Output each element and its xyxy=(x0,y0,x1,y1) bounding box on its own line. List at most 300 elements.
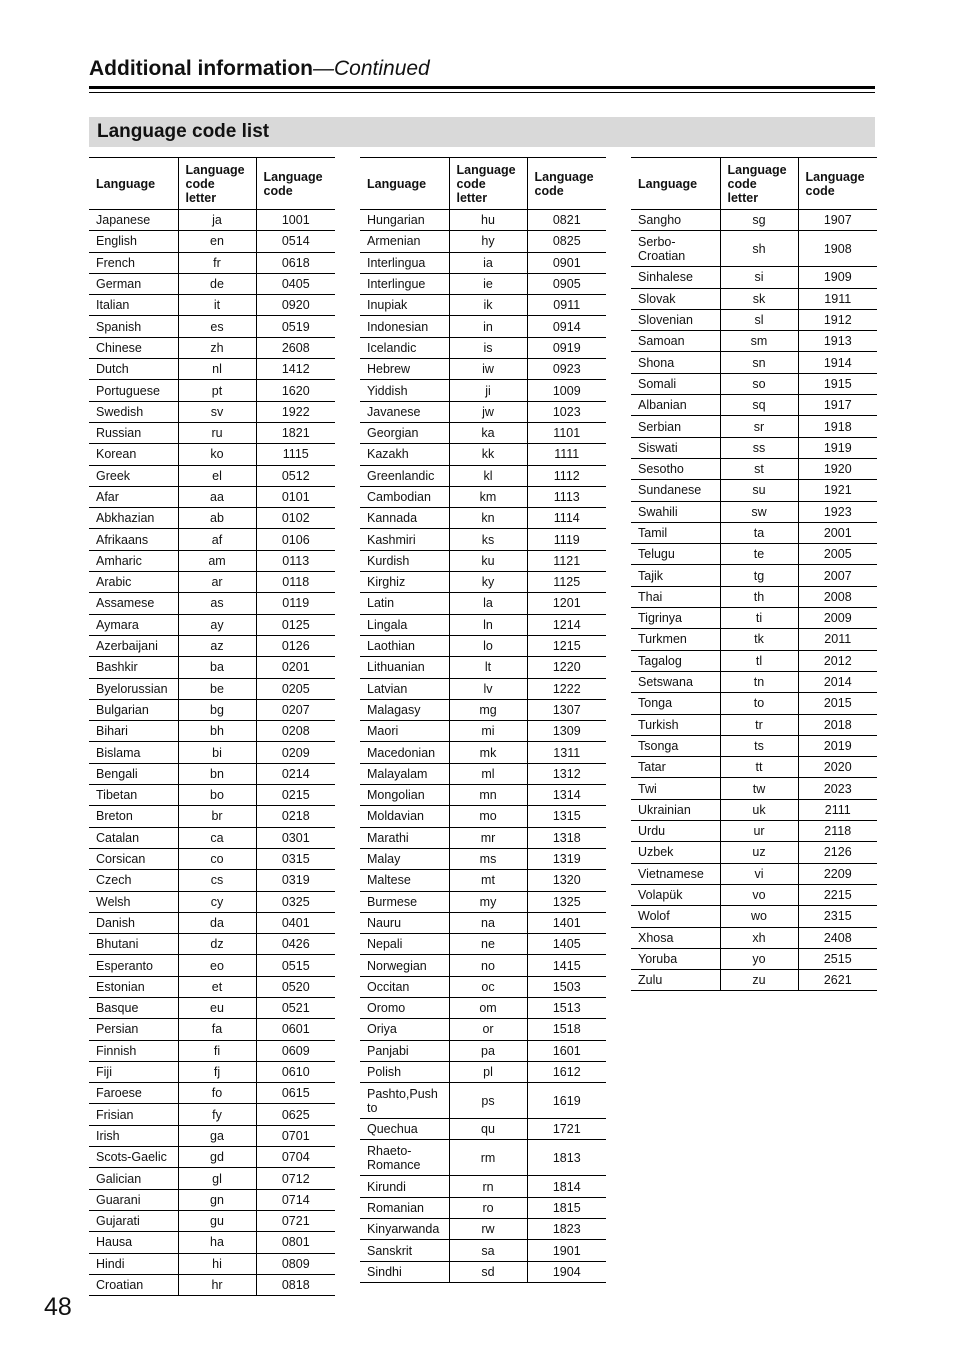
header-title: Additional information xyxy=(89,57,313,80)
table-row xyxy=(360,486,606,507)
cell-code-letter: af xyxy=(178,529,256,550)
cell-language: Tagalog xyxy=(631,650,720,671)
cell-language: Corsican xyxy=(89,848,178,869)
cell-code-letter: ka xyxy=(449,422,527,443)
cell-code-letter: hi xyxy=(178,1253,256,1274)
table-row xyxy=(89,635,335,656)
cell-code: 2007 xyxy=(798,565,877,586)
cell-code-letter: my xyxy=(449,891,527,912)
cell-language: Maltese xyxy=(360,870,449,891)
table-row xyxy=(89,678,335,699)
table-row xyxy=(360,763,606,784)
table-row xyxy=(360,593,606,614)
cell-code-letter: ia xyxy=(449,252,527,273)
cell-language: Pashto,Push to xyxy=(360,1083,449,1119)
cell-code-letter: eo xyxy=(178,955,256,976)
table-body xyxy=(89,210,335,1296)
table-row xyxy=(631,522,877,543)
table-row xyxy=(360,529,606,550)
cell-code-letter: as xyxy=(178,593,256,614)
cell-code-letter: bg xyxy=(178,699,256,720)
cell-code: 1009 xyxy=(527,380,606,401)
cell-code-letter: fj xyxy=(178,1061,256,1082)
cell-language: Amharic xyxy=(89,550,178,571)
table-row xyxy=(360,231,606,252)
cell-code: 1309 xyxy=(527,721,606,742)
cell-code-letter: gu xyxy=(178,1210,256,1231)
cell-language: Estonian xyxy=(89,976,178,997)
cell-code: 0113 xyxy=(256,550,335,571)
cell-language: Spanish xyxy=(89,316,178,337)
table-row xyxy=(360,976,606,997)
table-row xyxy=(631,842,877,863)
table-row xyxy=(360,422,606,443)
cell-code: 1821 xyxy=(256,422,335,443)
cell-code: 1113 xyxy=(527,486,606,507)
column-header-code: Language code xyxy=(527,158,606,210)
table-row xyxy=(360,721,606,742)
cell-code: 2011 xyxy=(798,629,877,650)
cell-code-letter: ps xyxy=(449,1083,527,1119)
cell-language: Catalan xyxy=(89,827,178,848)
cell-code: 0610 xyxy=(256,1061,335,1082)
cell-code-letter: uz xyxy=(720,842,798,863)
cell-language: Tatar xyxy=(631,757,720,778)
table-row xyxy=(89,1083,335,1104)
table-row xyxy=(360,1140,606,1176)
cell-code-letter: ti xyxy=(720,608,798,629)
cell-code: 0625 xyxy=(256,1104,335,1125)
cell-language: Gujarati xyxy=(89,1210,178,1231)
cell-code: 1908 xyxy=(798,231,877,267)
cell-code: 0301 xyxy=(256,827,335,848)
cell-language: Marathi xyxy=(360,827,449,848)
cell-language: Azerbaijani xyxy=(89,635,178,656)
cell-language: Hausa xyxy=(89,1232,178,1253)
cell-code: 2001 xyxy=(798,522,877,543)
table-row xyxy=(360,550,606,571)
cell-language: Frisian xyxy=(89,1104,178,1125)
table-row xyxy=(89,1040,335,1061)
cell-code: 1923 xyxy=(798,501,877,522)
cell-code-letter: jw xyxy=(449,401,527,422)
cell-code: 1023 xyxy=(527,401,606,422)
cell-code: 0401 xyxy=(256,912,335,933)
cell-language: Guarani xyxy=(89,1189,178,1210)
cell-language: Danish xyxy=(89,912,178,933)
cell-code-letter: in xyxy=(449,316,527,337)
cell-code-letter: sn xyxy=(720,352,798,373)
cell-code-letter: vo xyxy=(720,884,798,905)
table-row xyxy=(89,359,335,380)
cell-code-letter: wo xyxy=(720,906,798,927)
cell-code: 0125 xyxy=(256,614,335,635)
table-row xyxy=(89,465,335,486)
cell-language: Javanese xyxy=(360,401,449,422)
language-table-3 xyxy=(631,157,877,991)
cell-code-letter: la xyxy=(449,593,527,614)
cell-language: Occitan xyxy=(360,976,449,997)
table-row xyxy=(631,778,877,799)
cell-code: 2515 xyxy=(798,948,877,969)
cell-code: 1513 xyxy=(527,997,606,1018)
cell-code: 0825 xyxy=(527,231,606,252)
cell-code: 2215 xyxy=(798,884,877,905)
cell-code: 1101 xyxy=(527,422,606,443)
cell-code-letter: ss xyxy=(720,437,798,458)
cell-code-letter: mt xyxy=(449,870,527,891)
table-row xyxy=(360,997,606,1018)
cell-code-letter: gn xyxy=(178,1189,256,1210)
table-row xyxy=(631,231,877,267)
cell-code: 2126 xyxy=(798,842,877,863)
cell-code-letter: es xyxy=(178,316,256,337)
table-row xyxy=(631,437,877,458)
cell-language: Hungarian xyxy=(360,210,449,231)
table-row xyxy=(89,444,335,465)
cell-language: Ukrainian xyxy=(631,799,720,820)
cell-language: Lithuanian xyxy=(360,657,449,678)
cell-code: 0701 xyxy=(256,1125,335,1146)
cell-code-letter: de xyxy=(178,273,256,294)
cell-code-letter: sq xyxy=(720,395,798,416)
cell-code: 1922 xyxy=(256,401,335,422)
cell-code: 1912 xyxy=(798,309,877,330)
cell-language: Italian xyxy=(89,295,178,316)
cell-code: 1415 xyxy=(527,955,606,976)
table-row xyxy=(360,337,606,358)
cell-code: 1115 xyxy=(256,444,335,465)
cell-language: Tsonga xyxy=(631,735,720,756)
cell-code-letter: el xyxy=(178,465,256,486)
cell-language: Mongolian xyxy=(360,785,449,806)
cell-code-letter: mo xyxy=(449,806,527,827)
cell-code: 0208 xyxy=(256,721,335,742)
cell-code: 2009 xyxy=(798,608,877,629)
cell-code-letter: ie xyxy=(449,273,527,294)
cell-language: Urdu xyxy=(631,821,720,842)
cell-language: Japanese xyxy=(89,210,178,231)
cell-code: 0215 xyxy=(256,785,335,806)
cell-language: Bhutani xyxy=(89,934,178,955)
cell-code: 0520 xyxy=(256,976,335,997)
table-row xyxy=(89,273,335,294)
cell-code-letter: ne xyxy=(449,934,527,955)
cell-code-letter: fr xyxy=(178,252,256,273)
table-row xyxy=(89,848,335,869)
cell-language: Croatian xyxy=(89,1274,178,1295)
table-row xyxy=(631,309,877,330)
table-row xyxy=(89,742,335,763)
cell-language: Fiji xyxy=(89,1061,178,1082)
cell-language: Abkhazian xyxy=(89,508,178,529)
table-row xyxy=(631,927,877,948)
cell-language: Telugu xyxy=(631,544,720,565)
cell-code-letter: ml xyxy=(449,763,527,784)
cell-language: Scots-Gaelic xyxy=(89,1147,178,1168)
table-row xyxy=(89,763,335,784)
table-row xyxy=(360,380,606,401)
cell-code-letter: ca xyxy=(178,827,256,848)
cell-language: Welsh xyxy=(89,891,178,912)
cell-code-letter: br xyxy=(178,806,256,827)
cell-language: Bengali xyxy=(89,763,178,784)
cell-code: 1320 xyxy=(527,870,606,891)
table-row xyxy=(89,550,335,571)
header-rule-thick xyxy=(89,86,875,89)
table-row xyxy=(89,295,335,316)
table-row xyxy=(89,1104,335,1125)
table-row xyxy=(631,821,877,842)
cell-code: 0905 xyxy=(527,273,606,294)
cell-language: Sindhi xyxy=(360,1261,449,1282)
table-row xyxy=(360,891,606,912)
cell-code: 1909 xyxy=(798,267,877,288)
table-row xyxy=(360,508,606,529)
cell-code-letter: te xyxy=(720,544,798,565)
cell-code-letter: cs xyxy=(178,870,256,891)
cell-language: Breton xyxy=(89,806,178,827)
cell-language: Tibetan xyxy=(89,785,178,806)
cell-language: Somali xyxy=(631,373,720,394)
language-table-1 xyxy=(89,157,335,1296)
table-row xyxy=(631,948,877,969)
table-row xyxy=(631,395,877,416)
table-row xyxy=(360,273,606,294)
cell-code-letter: eu xyxy=(178,997,256,1018)
table-row xyxy=(360,1261,606,1282)
table-row xyxy=(360,955,606,976)
cell-code-letter: co xyxy=(178,848,256,869)
cell-code: 2015 xyxy=(798,693,877,714)
cell-code: 0201 xyxy=(256,657,335,678)
page-number: 48 xyxy=(44,1293,72,1321)
table-row xyxy=(89,1253,335,1274)
table-row xyxy=(631,352,877,373)
cell-code: 1201 xyxy=(527,593,606,614)
table-row xyxy=(89,593,335,614)
cell-code: 1813 xyxy=(527,1140,606,1176)
cell-code-letter: tk xyxy=(720,629,798,650)
cell-language: Afrikaans xyxy=(89,529,178,550)
cell-language: Cambodian xyxy=(360,486,449,507)
cell-language: Kirghiz xyxy=(360,572,449,593)
cell-language: Malay xyxy=(360,848,449,869)
cell-language: Uzbek xyxy=(631,842,720,863)
cell-code-letter: kk xyxy=(449,444,527,465)
table-row xyxy=(631,735,877,756)
cell-code-letter: yo xyxy=(720,948,798,969)
cell-code-letter: oc xyxy=(449,976,527,997)
cell-code: 0818 xyxy=(256,1274,335,1295)
cell-code: 1220 xyxy=(527,657,606,678)
cell-code: 1907 xyxy=(798,210,877,231)
cell-code-letter: th xyxy=(720,586,798,607)
cell-code: 0101 xyxy=(256,486,335,507)
cell-code: 1214 xyxy=(527,614,606,635)
cell-language: Romanian xyxy=(360,1197,449,1218)
cell-language: Kirundi xyxy=(360,1176,449,1197)
table-row xyxy=(89,1168,335,1189)
cell-code: 1307 xyxy=(527,699,606,720)
table-row xyxy=(631,629,877,650)
table-row xyxy=(89,721,335,742)
cell-code: 1619 xyxy=(527,1083,606,1119)
cell-code: 0704 xyxy=(256,1147,335,1168)
cell-language: Interlingue xyxy=(360,273,449,294)
cell-code-letter: cy xyxy=(178,891,256,912)
table-row xyxy=(89,337,335,358)
cell-code-letter: et xyxy=(178,976,256,997)
cell-code-letter: sh xyxy=(720,231,798,267)
cell-language: Turkmen xyxy=(631,629,720,650)
cell-code: 0118 xyxy=(256,572,335,593)
cell-language: Kashmiri xyxy=(360,529,449,550)
cell-code-letter: ks xyxy=(449,529,527,550)
cell-code-letter: lv xyxy=(449,678,527,699)
cell-language: Basque xyxy=(89,997,178,1018)
cell-code: 0601 xyxy=(256,1019,335,1040)
table-row xyxy=(89,1019,335,1040)
cell-code: 1911 xyxy=(798,288,877,309)
table-row xyxy=(89,614,335,635)
table-row xyxy=(360,210,606,231)
cell-code: 0911 xyxy=(527,295,606,316)
table-row xyxy=(89,912,335,933)
cell-code-letter: om xyxy=(449,997,527,1018)
cell-language: Siswati xyxy=(631,437,720,458)
cell-code-letter: xh xyxy=(720,927,798,948)
cell-code-letter: dz xyxy=(178,934,256,955)
cell-code: 0521 xyxy=(256,997,335,1018)
cell-code-letter: ms xyxy=(449,848,527,869)
table-row xyxy=(89,1061,335,1082)
cell-code: 1318 xyxy=(527,827,606,848)
cell-language: Tonga xyxy=(631,693,720,714)
table-row xyxy=(631,650,877,671)
table-row xyxy=(360,359,606,380)
cell-code-letter: ji xyxy=(449,380,527,401)
table-row xyxy=(89,891,335,912)
table-row xyxy=(89,316,335,337)
cell-code-letter: sm xyxy=(720,331,798,352)
cell-language: Vietnamese xyxy=(631,863,720,884)
cell-language: Slovak xyxy=(631,288,720,309)
cell-code: 0618 xyxy=(256,252,335,273)
cell-code-letter: zu xyxy=(720,970,798,991)
table-row xyxy=(89,486,335,507)
cell-code: 0712 xyxy=(256,1168,335,1189)
cell-language: Kinyarwanda xyxy=(360,1219,449,1240)
cell-language: Finnish xyxy=(89,1040,178,1061)
header-continued: —Continued xyxy=(312,57,430,80)
cell-code-letter: lt xyxy=(449,657,527,678)
cell-language: Xhosa xyxy=(631,927,720,948)
cell-code-letter: gl xyxy=(178,1168,256,1189)
cell-language: Greenlandic xyxy=(360,465,449,486)
cell-language: Nauru xyxy=(360,912,449,933)
cell-code: 1503 xyxy=(527,976,606,997)
table-row xyxy=(360,1083,606,1119)
cell-code: 1125 xyxy=(527,572,606,593)
table-row xyxy=(89,1189,335,1210)
table-row xyxy=(89,657,335,678)
cell-code-letter: hu xyxy=(449,210,527,231)
cell-code: 1915 xyxy=(798,373,877,394)
cell-code-letter: ik xyxy=(449,295,527,316)
table-row xyxy=(360,444,606,465)
table-row xyxy=(631,970,877,991)
table-row xyxy=(360,1197,606,1218)
cell-language: Greek xyxy=(89,465,178,486)
cell-code-letter: si xyxy=(720,267,798,288)
table-row xyxy=(360,1240,606,1261)
table-row xyxy=(89,806,335,827)
table-row xyxy=(89,870,335,891)
cell-language: Chinese xyxy=(89,337,178,358)
cell-code-letter: tg xyxy=(720,565,798,586)
cell-code: 1913 xyxy=(798,331,877,352)
cell-code-letter: fy xyxy=(178,1104,256,1125)
cell-code-letter: gd xyxy=(178,1147,256,1168)
cell-language: Sinhalese xyxy=(631,267,720,288)
table-row xyxy=(89,976,335,997)
cell-language: Kurdish xyxy=(360,550,449,571)
table-row xyxy=(360,401,606,422)
cell-code: 1823 xyxy=(527,1219,606,1240)
cell-language: Malagasy xyxy=(360,699,449,720)
cell-code: 2014 xyxy=(798,671,877,692)
language-table-2 xyxy=(360,157,606,1283)
table-header-row xyxy=(89,158,335,210)
cell-code: 1918 xyxy=(798,416,877,437)
cell-language: Dutch xyxy=(89,359,178,380)
cell-code-letter: sd xyxy=(449,1261,527,1282)
table-row xyxy=(631,480,877,501)
cell-code: 2209 xyxy=(798,863,877,884)
cell-language: Byelorussian xyxy=(89,678,178,699)
cell-language: Assamese xyxy=(89,593,178,614)
cell-language: Yiddish xyxy=(360,380,449,401)
cell-code-letter: hr xyxy=(178,1274,256,1295)
section-title: Language code list xyxy=(89,117,875,147)
cell-code-letter: kn xyxy=(449,508,527,529)
cell-language: Tajik xyxy=(631,565,720,586)
cell-code: 1315 xyxy=(527,806,606,827)
cell-code: 0119 xyxy=(256,593,335,614)
cell-code-letter: ha xyxy=(178,1232,256,1253)
cell-language: French xyxy=(89,252,178,273)
cell-language: Maori xyxy=(360,721,449,742)
cell-code: 1721 xyxy=(527,1119,606,1140)
table-row xyxy=(360,1176,606,1197)
cell-code: 1311 xyxy=(527,742,606,763)
cell-code-letter: fi xyxy=(178,1040,256,1061)
cell-code-letter: pa xyxy=(449,1040,527,1061)
cell-language: Rhaeto-Romance xyxy=(360,1140,449,1176)
table-row xyxy=(360,934,606,955)
cell-code: 2118 xyxy=(798,821,877,842)
cell-code-letter: bn xyxy=(178,763,256,784)
table-row xyxy=(360,1219,606,1240)
cell-language: Icelandic xyxy=(360,337,449,358)
cell-language: Irish xyxy=(89,1125,178,1146)
cell-code: 1601 xyxy=(527,1040,606,1061)
cell-language: Zulu xyxy=(631,970,720,991)
cell-code: 2023 xyxy=(798,778,877,799)
cell-code: 0515 xyxy=(256,955,335,976)
cell-code-letter: fo xyxy=(178,1083,256,1104)
